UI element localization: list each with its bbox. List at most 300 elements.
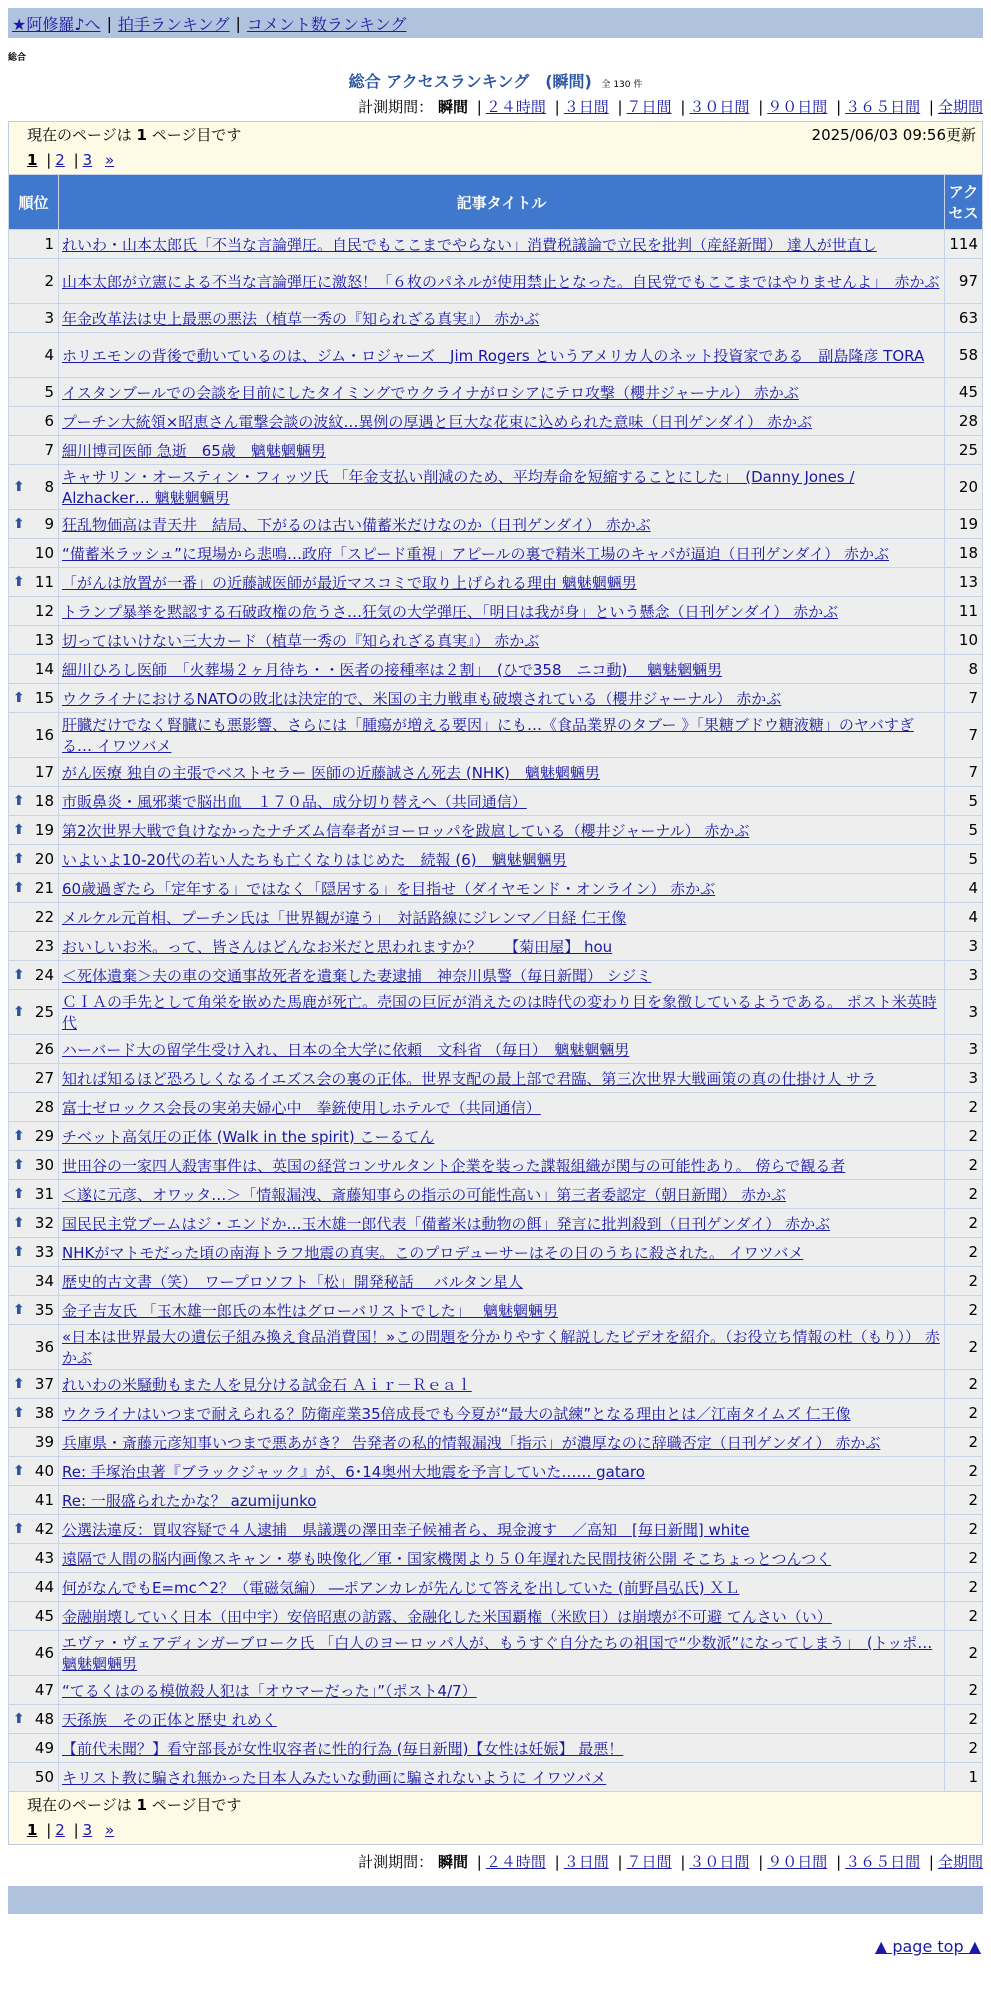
rank-number: 10 [34, 544, 54, 562]
access-count: 2 [945, 1515, 983, 1544]
period-link-30d[interactable]: ３０日間 [689, 1853, 750, 1871]
title-cell [59, 1515, 945, 1544]
title-cell [59, 1544, 945, 1573]
pager-link-2[interactable]: 2 [55, 151, 65, 169]
access-count: 2 [945, 1676, 983, 1705]
period-link-all[interactable]: 全期間 [937, 98, 983, 116]
rank-number: 33 [34, 1243, 54, 1261]
access-count: 3 [945, 932, 983, 961]
article-title-link[interactable]: トランプ暴挙を黙認する石破政権の危うさ…狂気の大学弾圧、「明日は我が身」という懸念（日刊ゲンダイ） 赤かぶ [62, 602, 839, 621]
current-page-text: 現在のページは 1 ページ目です [27, 1796, 242, 1814]
top-nav [8, 8, 983, 38]
title-cell [59, 1705, 945, 1734]
table-row [9, 1457, 983, 1486]
rank-cell [9, 816, 59, 845]
rank-number: 3 [44, 309, 54, 327]
rank-cell [9, 1209, 59, 1238]
rank-number: 18 [34, 792, 54, 810]
article-title-link[interactable]: 天孫族 その正体と歴史 れめく [62, 1710, 277, 1729]
access-count: 3 [945, 990, 983, 1035]
nav-link-applause-ranking[interactable]: 拍手ランキング [117, 14, 230, 34]
rank-up-arrow-icon: ⬆ [13, 1405, 25, 1421]
title-cell [59, 333, 945, 378]
rank-number: 20 [34, 850, 54, 868]
access-count: 2 [945, 1093, 983, 1122]
rank-number: 15 [34, 689, 54, 707]
table-row [9, 1705, 983, 1734]
access-count: 2 [945, 1573, 983, 1602]
ranking-table [8, 174, 983, 1792]
rank-cell [9, 961, 59, 990]
rank-number: 42 [34, 1520, 54, 1538]
table-row [9, 436, 983, 465]
rank-number: 47 [34, 1681, 54, 1699]
title-cell [59, 787, 945, 816]
period-link-3d[interactable]: ３日間 [563, 98, 609, 116]
article-title-link[interactable]: 兵庫県・斎藤元彦知事いつまで悪あがき？ 告発者の私的情報漏洩「指示」が濃厚なのに辞職否定（日刊ゲンダイ） 赤かぶ [62, 1433, 881, 1452]
table-row [9, 655, 983, 684]
rank-up-arrow-icon: ⬆ [13, 1157, 25, 1173]
table-row [9, 758, 983, 787]
table-row [9, 961, 983, 990]
rank-cell [9, 333, 59, 378]
rank-up-arrow-icon: ⬆ [13, 690, 25, 706]
table-row [9, 333, 983, 378]
table-row [9, 1515, 983, 1544]
article-title-link[interactable]: 切ってはいけない三大カード（植草一秀の『知られざる真実』） 赤かぶ [62, 631, 540, 650]
rank-cell [9, 903, 59, 932]
rank-cell [9, 1457, 59, 1486]
article-title-link[interactable]: 60歳過ぎたら「定年する」ではなく「隠居する」を目指せ（ダイヤモンド・オンライン） 赤かぶ [62, 879, 716, 898]
access-count: 45 [945, 378, 983, 407]
rank-cell [9, 787, 59, 816]
table-row [9, 903, 983, 932]
rank-up-arrow-icon: ⬆ [13, 1128, 25, 1144]
rank-number: 7 [44, 441, 54, 459]
rank-number: 22 [34, 908, 54, 926]
rank-number: 26 [34, 1040, 54, 1058]
title-cell [59, 1209, 945, 1238]
header-title: 記事タイトル [59, 175, 945, 230]
rank-cell [9, 259, 59, 304]
rank-cell [9, 1544, 59, 1573]
rank-cell [9, 1370, 59, 1399]
pager-top: 1 | 2 | 3 » [27, 151, 115, 169]
article-title-link[interactable]: 富士ゼロックス会長の実弟夫婦心中 拳銃使用しホテルで（共同通信） [62, 1098, 541, 1117]
article-title-link[interactable]: “てるくはのる模倣殺人犯は「オウマーだった」”（ポスト4/7） [62, 1681, 477, 1700]
access-count: 25 [945, 436, 983, 465]
period-link-all[interactable]: 全期間 [937, 1853, 983, 1871]
title-cell [59, 539, 945, 568]
table-row [9, 568, 983, 597]
article-title-link[interactable]: 「がんは放置が一番」の近藤誠医師が最近マスコミで取り上げられる理由 魑魅魍魎男 [62, 573, 637, 592]
page-top [875, 1937, 981, 1956]
article-title-link[interactable]: 遠隔で人間の脳内画像スキャン・夢も映像化／軍・国家機関より５０年遅れた民間技術公開 そこちょっとつんつく [62, 1549, 832, 1568]
rank-number: 41 [34, 1491, 54, 1509]
access-count: 2 [945, 1122, 983, 1151]
title-cell [59, 1122, 945, 1151]
rank-number: 38 [34, 1404, 54, 1422]
period-selector-top: 計測期間： 瞬間 | ２４時間 | ３日間 | ７日間 | ３０日間 | ９０日間 | ３６５日間 | 全期間 [358, 98, 983, 116]
rank-number: 17 [34, 763, 54, 781]
table-row [9, 845, 983, 874]
rank-cell [9, 1573, 59, 1602]
table-row [9, 684, 983, 713]
rank-number: 8 [44, 478, 54, 496]
rank-cell [9, 1602, 59, 1631]
rank-number: 39 [34, 1433, 54, 1451]
article-title-link[interactable]: ＜遂に元彦、オワッタ…＞「情報漏洩、斎藤知事らの指示の可能性高い」第三者委認定（朝日新聞） 赤かぶ [62, 1185, 787, 1204]
article-title-link[interactable]: Re: 手塚治虫著『ブラックジャック』が、6･14奥州大地震を予言していた…… gataro [62, 1462, 645, 1481]
rank-cell [9, 1325, 59, 1370]
title-cell [59, 1428, 945, 1457]
article-title-link[interactable]: エヴァ・ヴェアディンガーブローク氏 「白人のヨーロッパ人が、もうすぐ自分たちの祖国で“少数派”になってしまう」 (トッポ… 魑魅魍魎男 [62, 1634, 933, 1673]
period-link-7d[interactable]: ７日間 [626, 1853, 672, 1871]
access-count: 5 [945, 787, 983, 816]
pager-current: 1 [27, 151, 38, 169]
rank-up-arrow-icon: ⬆ [13, 1376, 25, 1392]
rank-number: 50 [34, 1768, 54, 1786]
rank-cell [9, 1180, 59, 1209]
table-row [9, 1602, 983, 1631]
article-title-link[interactable]: がん医療 独自の主張でベストセラー 医師の近藤誠さん死去 (NHK) 魑魅魍魎男 [62, 763, 600, 782]
rank-up-arrow-icon: ⬆ [13, 516, 25, 532]
title-cell [59, 1573, 945, 1602]
article-title-link[interactable]: プーチン大統領×昭恵さん電撃会談の波紋…異例の厚遇と巨大な花束に込められた意味（日刊ゲンダイ） 赤かぶ [62, 412, 812, 431]
table-row [9, 230, 983, 259]
article-title-link[interactable]: 公選法違反：買収容疑で４人逮捕 県議選の澤田幸子候補者ら、現金渡す ／高知 [毎日新聞] white [62, 1520, 750, 1539]
period-link-30d[interactable]: ３０日間 [689, 98, 750, 116]
article-title-link[interactable]: キリスト教に騙され無かった日本人みたいな動画に騙されないように イワツバメ [62, 1768, 607, 1787]
access-count: 20 [945, 465, 983, 510]
rank-number: 14 [34, 660, 54, 678]
pager-link-3[interactable]: 3 [82, 1821, 93, 1839]
access-count: 2 [945, 1209, 983, 1238]
rank-number: 32 [34, 1214, 54, 1232]
table-row [9, 932, 983, 961]
access-count: 63 [945, 304, 983, 333]
pager-link-next[interactable]: » [105, 151, 115, 169]
table-row [9, 1370, 983, 1399]
access-count: 2 [945, 1370, 983, 1399]
period-link-7d[interactable]: ７日間 [626, 98, 672, 116]
title-cell [59, 1035, 945, 1064]
article-title-link[interactable]: 市販鼻炎・風邪薬で脳出血 １７０品、成分切り替えへ（共同通信） [62, 792, 527, 811]
table-row [9, 259, 983, 304]
access-count: 8 [945, 655, 983, 684]
article-title-link[interactable]: “備蓄米ラッシュ”に現場から悲鳴…政府「スピード重視」アピールの裏で精米工場のキャパが逼迫（日刊ゲンダイ） 赤かぶ [62, 544, 890, 563]
access-count: 2 [945, 1267, 983, 1296]
pager-link-next[interactable]: » [105, 1821, 115, 1839]
rank-number: 4 [44, 346, 54, 364]
title-cell [59, 1631, 945, 1676]
table-row [9, 1209, 983, 1238]
period-label: 計測期間： [358, 98, 434, 116]
table-row [9, 713, 983, 758]
title-cell [59, 510, 945, 539]
title-cell [59, 1064, 945, 1093]
period-link-24h[interactable]: ２４時間 [485, 98, 546, 116]
title-cell [59, 1602, 945, 1631]
title-cell [59, 1399, 945, 1428]
page-top-link[interactable]: ▲ page top ▲ [874, 1937, 981, 1956]
header-rank: 順位 [9, 175, 59, 230]
rank-cell [9, 1676, 59, 1705]
rank-cell [9, 568, 59, 597]
article-title-link[interactable]: 知れば知るほど恐ろしくなるイエズス会の裏の正体。世界支配の最上部で君臨、第三次世界大戦画策の真の仕掛け人 サラ [62, 1069, 877, 1088]
category-label: 総合 [8, 53, 27, 63]
rank-number: 29 [34, 1127, 54, 1145]
article-title-link[interactable]: れいわ・山本太郎氏「不当な言論弾圧。自民でもここまでやらない」消費税議論で立民を批判（産経新聞） 達人が世直し [62, 235, 877, 254]
rank-cell [9, 1064, 59, 1093]
rank-cell [9, 304, 59, 333]
period-link-90d[interactable]: ９０日間 [767, 98, 828, 116]
article-title-link[interactable]: イスタンブールでの会談を目前にしたタイミングでウクライナがロシアにテロ攻撃（櫻井ジャーナル） 赤かぶ [62, 383, 799, 402]
table-row [9, 787, 983, 816]
rank-number: 44 [34, 1578, 54, 1596]
title-cell [59, 1763, 945, 1792]
nav-separator: | [106, 13, 112, 33]
title-cell [59, 626, 945, 655]
table-row [9, 1573, 983, 1602]
rank-number: 46 [34, 1644, 54, 1662]
period-selector-bottom: 計測期間： 瞬間 | ２４時間 | ３日間 | ７日間 | ３０日間 | ９０日間 | ３６５日間 | 全期間 [358, 1853, 983, 1871]
rank-up-arrow-icon: ⬆ [13, 1186, 25, 1202]
article-title-link[interactable]: 山本太郎が立憲による不当な言論弾圧に激怒！「６枚のパネルが使用禁止となった。自民党でもここまではやりませんよ」 赤かぶ [62, 272, 940, 291]
title-cell [59, 465, 945, 510]
title-cell [59, 1734, 945, 1763]
table-row [9, 1544, 983, 1573]
access-count: 2 [945, 1151, 983, 1180]
title-cell [59, 436, 945, 465]
rank-cell [9, 1238, 59, 1267]
rank-number: 24 [34, 966, 54, 984]
access-count: 2 [945, 1602, 983, 1631]
article-title-link[interactable]: ハーバード大の留学生受け入れ、日本の全大学に依頼 文科省 （毎日） 魑魅魍魎男 [62, 1040, 630, 1059]
current-page-text: 現在のページは 1 ページ目です [27, 126, 242, 144]
title-cell [59, 597, 945, 626]
table-row [9, 1763, 983, 1792]
article-title-link[interactable]: 【前代未聞？】看守部長が女性収容者に性的行為 (毎日新聞)【女性は妊娠】 最悪！ [62, 1739, 624, 1758]
title-cell [59, 845, 945, 874]
rank-number: 35 [34, 1301, 54, 1319]
table-row [9, 1428, 983, 1457]
access-count: 13 [945, 568, 983, 597]
rank-number: 40 [34, 1462, 54, 1480]
nav-link-asyura[interactable]: ★阿修羅♪へ [12, 14, 101, 34]
rank-up-arrow-icon: ⬆ [13, 1463, 25, 1479]
access-count: 28 [945, 407, 983, 436]
period-link-24h[interactable]: ２４時間 [485, 1853, 546, 1871]
rank-up-arrow-icon: ⬆ [13, 574, 25, 590]
article-title-link[interactable]: ホリエモンの背後で動いているのは、ジム・ロジャーズ Jim Rogers というアメリカ人のネット投資家である 副島隆彦 TORA [62, 346, 925, 365]
table-row [9, 378, 983, 407]
title-cell [59, 961, 945, 990]
article-title-link[interactable]: おいしいお米。って、皆さんはどんなお米だと思われますか？ 【菊田屋】 hou [62, 937, 613, 956]
article-title-link[interactable]: 狂乱物価高は青天井 結局、下がるのは古い備蓄米だけなのか（日刊ゲンダイ） 赤かぶ [62, 515, 651, 534]
table-row [9, 1151, 983, 1180]
access-count: 7 [945, 684, 983, 713]
article-title-link[interactable]: 細川ひろし医師 「火葬場２ヶ月待ち・・医者の接種率は２割」 (ひで358 ニコ動) 魑魅魍魎男 [62, 660, 723, 679]
rank-cell [9, 990, 59, 1035]
title-cell [59, 758, 945, 787]
header-access: アクセス [945, 175, 983, 230]
rank-number: 25 [34, 1003, 54, 1021]
rank-number: 19 [34, 821, 54, 839]
table-row [9, 1093, 983, 1122]
article-title-link[interactable]: 金融崩壊していく日本（田中宇）安倍昭恵の訪露、金融化した米国覇権（米欧日）は崩壊が不可避 てんさい（い） [62, 1607, 832, 1626]
article-title-link[interactable]: 肝臓だけでなく腎臓にも悪影響、さらには「腫瘍が増える要因」にも…《食品業界のタブー 》「果糖ブドウ糖液糖」のヤバすぎる… イワツバメ [62, 716, 914, 755]
rank-up-arrow-icon: ⬆ [13, 1302, 25, 1318]
title-cell [59, 230, 945, 259]
nav-link-comment-ranking[interactable]: コメント数ランキング [246, 14, 407, 34]
rank-up-arrow-icon: ⬆ [13, 1244, 25, 1260]
access-count: 19 [945, 510, 983, 539]
access-count: 2 [945, 1180, 983, 1209]
rank-number: 37 [34, 1375, 54, 1393]
article-title-link[interactable]: ＣＩＡの手先として角栄を嵌めた馬鹿が死亡。売国の巨匠が消えたのは時代の変わり目を象徴しているようである。 ポスト米英時代 [62, 993, 937, 1032]
updated-timestamp: 2025/06/03 09:56更新 [811, 126, 976, 144]
rank-cell [9, 465, 59, 510]
pager-link-3[interactable]: 3 [82, 151, 93, 169]
article-title-link[interactable]: 国民民主党ブームはジ・エンドか…玉木雄一郎代表「備蓄米は動物の餌」発言に批判殺到（日刊ゲンダイ） 赤かぶ [62, 1214, 831, 1233]
rank-number: 6 [44, 412, 54, 430]
article-title-link[interactable]: ＜死体遺棄＞夫の車の交通事故死者を遺棄した妻逮捕 神奈川県警（毎日新聞） シジミ [62, 966, 652, 985]
article-title-link[interactable]: Re: 一服盛られたかな？ azumijunko [62, 1491, 317, 1510]
table-row [9, 1122, 983, 1151]
title-cell [59, 1296, 945, 1325]
table-row [9, 1486, 983, 1515]
bottom-bar [8, 1886, 983, 1914]
rank-number: 12 [34, 602, 54, 620]
period-current: 瞬間 [437, 1853, 468, 1871]
title-cell [59, 304, 945, 333]
access-count: 2 [945, 1631, 983, 1676]
rank-number: 30 [34, 1156, 54, 1174]
access-count: 2 [945, 1399, 983, 1428]
rank-number: 9 [44, 515, 54, 533]
rank-cell [9, 1734, 59, 1763]
article-title-link[interactable]: 何がなんでもE=mc^2？（電磁気編） ―ポアンカレが先んじて答えを出していた (前野昌弘氏) ＸＬ [62, 1578, 740, 1597]
access-count: 114 [945, 230, 983, 259]
rank-cell [9, 1093, 59, 1122]
access-count: 4 [945, 874, 983, 903]
table-row [9, 1267, 983, 1296]
title-cell [59, 1325, 945, 1370]
rank-up-arrow-icon: ⬆ [13, 880, 25, 896]
rank-up-arrow-icon: ⬆ [13, 822, 25, 838]
rank-number: 31 [34, 1185, 54, 1203]
rank-number: 2 [44, 272, 54, 290]
period-link-90d[interactable]: ９０日間 [767, 1853, 828, 1871]
page-info-top [8, 121, 983, 174]
article-title-link[interactable]: NHKがマトモだった頃の南海トラフ地震の真実。このプロデューサーはその日のうちに殺された。 イワツバメ [62, 1243, 804, 1262]
article-title-link[interactable]: 年金改革法は史上最悪の悪法（植草一秀の『知られざる真実』） 赤かぶ [62, 309, 540, 328]
table-row [9, 626, 983, 655]
title-cell [59, 259, 945, 304]
rank-up-arrow-icon: ⬆ [13, 1711, 25, 1727]
title-cell [59, 932, 945, 961]
rank-number: 5 [44, 383, 54, 401]
pager-link-2[interactable]: 2 [55, 1821, 65, 1839]
rank-cell [9, 539, 59, 568]
access-count: 4 [945, 903, 983, 932]
rank-cell [9, 436, 59, 465]
table-row [9, 1296, 983, 1325]
article-title-link[interactable]: 世田谷の一家四人殺害事件は、英国の経営コンサルタント企業を装った諜報組織が関与の可能性あり。 傍らで観る者 [62, 1156, 846, 1175]
article-title-link[interactable]: れいわの米騒動もまた人を見分ける試金石 Ａｉｒ－Ｒｅａｌ [62, 1375, 472, 1394]
access-count: 2 [945, 1238, 983, 1267]
article-title-link[interactable]: «日本は世界最大の遺伝子組み換え食品消費国！»この問題を分かりやすく解説したビデオを紹介。（お役立ち情報の杜（もり）） 赤かぶ [62, 1328, 940, 1367]
rank-number: 49 [34, 1739, 54, 1757]
rank-cell [9, 1399, 59, 1428]
rank-number: 23 [34, 937, 54, 955]
rank-number: 28 [34, 1098, 54, 1116]
title-cell [59, 1151, 945, 1180]
rank-number: 11 [34, 573, 54, 591]
access-count: 2 [945, 1296, 983, 1325]
title-cell [59, 1370, 945, 1399]
title-cell [59, 816, 945, 845]
rank-cell [9, 1296, 59, 1325]
rank-cell [9, 874, 59, 903]
rank-cell [9, 626, 59, 655]
table-row [9, 1631, 983, 1676]
article-title-link[interactable]: 第2次世界大戦で負けなかったナチズム信奉者がヨーロッパを跋扈している（櫻井ジャーナル） 赤かぶ [62, 821, 750, 840]
article-title-link[interactable]: ウクライナはいつまで耐えられる？防衛産業35倍成長でも今夏が“最大の試練”となる理由とは／江南タイムズ 仁王像 [62, 1404, 851, 1423]
article-title-link[interactable]: キャサリン・オースティン・フィッツ氏 「年金支払い削減のため、平均寿命を短縮することにした」 (Danny Jones / Alzhacker… 魑魅魍魎男 [62, 468, 855, 507]
rank-number: 1 [44, 235, 54, 253]
access-count: 5 [945, 816, 983, 845]
page-info-bottom [8, 1792, 983, 1845]
article-title-link[interactable]: いよいよ10-20代の若い人たちも亡くなりはじめた 続報 (6) 魑魅魍魎男 [62, 850, 567, 869]
rank-number: 27 [34, 1069, 54, 1087]
rank-cell [9, 655, 59, 684]
title-cell [59, 903, 945, 932]
ranking-heading [0, 69, 991, 92]
period-link-365d[interactable]: ３６５日間 [845, 98, 921, 116]
page [0, 8, 991, 1956]
title-cell [59, 684, 945, 713]
rank-cell [9, 230, 59, 259]
table-row [9, 510, 983, 539]
table-row [9, 407, 983, 436]
rank-cell [9, 1428, 59, 1457]
article-title-link[interactable]: メルケル元首相、プーチン氏は「世界観が違う」 対話路線にジレンマ／日経 仁王像 [62, 908, 627, 927]
article-title-link[interactable]: 細川博司医師 急逝 65歳 魑魅魍魎男 [62, 441, 326, 460]
title-cell [59, 655, 945, 684]
rank-number: 36 [34, 1338, 54, 1356]
article-title-link[interactable]: ウクライナにおけるNATOの敗北は決定的で、米国の主力戦車も破壊されている（櫻井ジャーナル） 赤かぶ [62, 689, 782, 708]
rank-number: 13 [34, 631, 54, 649]
rank-cell [9, 1763, 59, 1792]
access-count: 2 [945, 1705, 983, 1734]
article-title-link[interactable]: チベット高気圧の正体 (Walk in the spirit) こーるてん [62, 1127, 435, 1146]
ranking-rows [9, 230, 983, 1792]
rank-number: 48 [34, 1710, 54, 1728]
period-link-3d[interactable]: ３日間 [563, 1853, 609, 1871]
article-title-link[interactable]: 歴史的古文書（笑） ワープロソフト「松」開発秘話 バルタン星人 [62, 1272, 523, 1291]
article-title-link[interactable]: 金子吉友氏 「玉木雄一郎氏の本性はグローバリストでした」 魑魅魍魎男 [62, 1301, 558, 1320]
table-row [9, 1035, 983, 1064]
table-row [9, 1676, 983, 1705]
access-count: 10 [945, 626, 983, 655]
rank-cell [9, 1705, 59, 1734]
rank-cell [9, 1631, 59, 1676]
table-row [9, 1734, 983, 1763]
rank-up-arrow-icon: ⬆ [13, 479, 25, 495]
period-link-365d[interactable]: ３６５日間 [845, 1853, 921, 1871]
